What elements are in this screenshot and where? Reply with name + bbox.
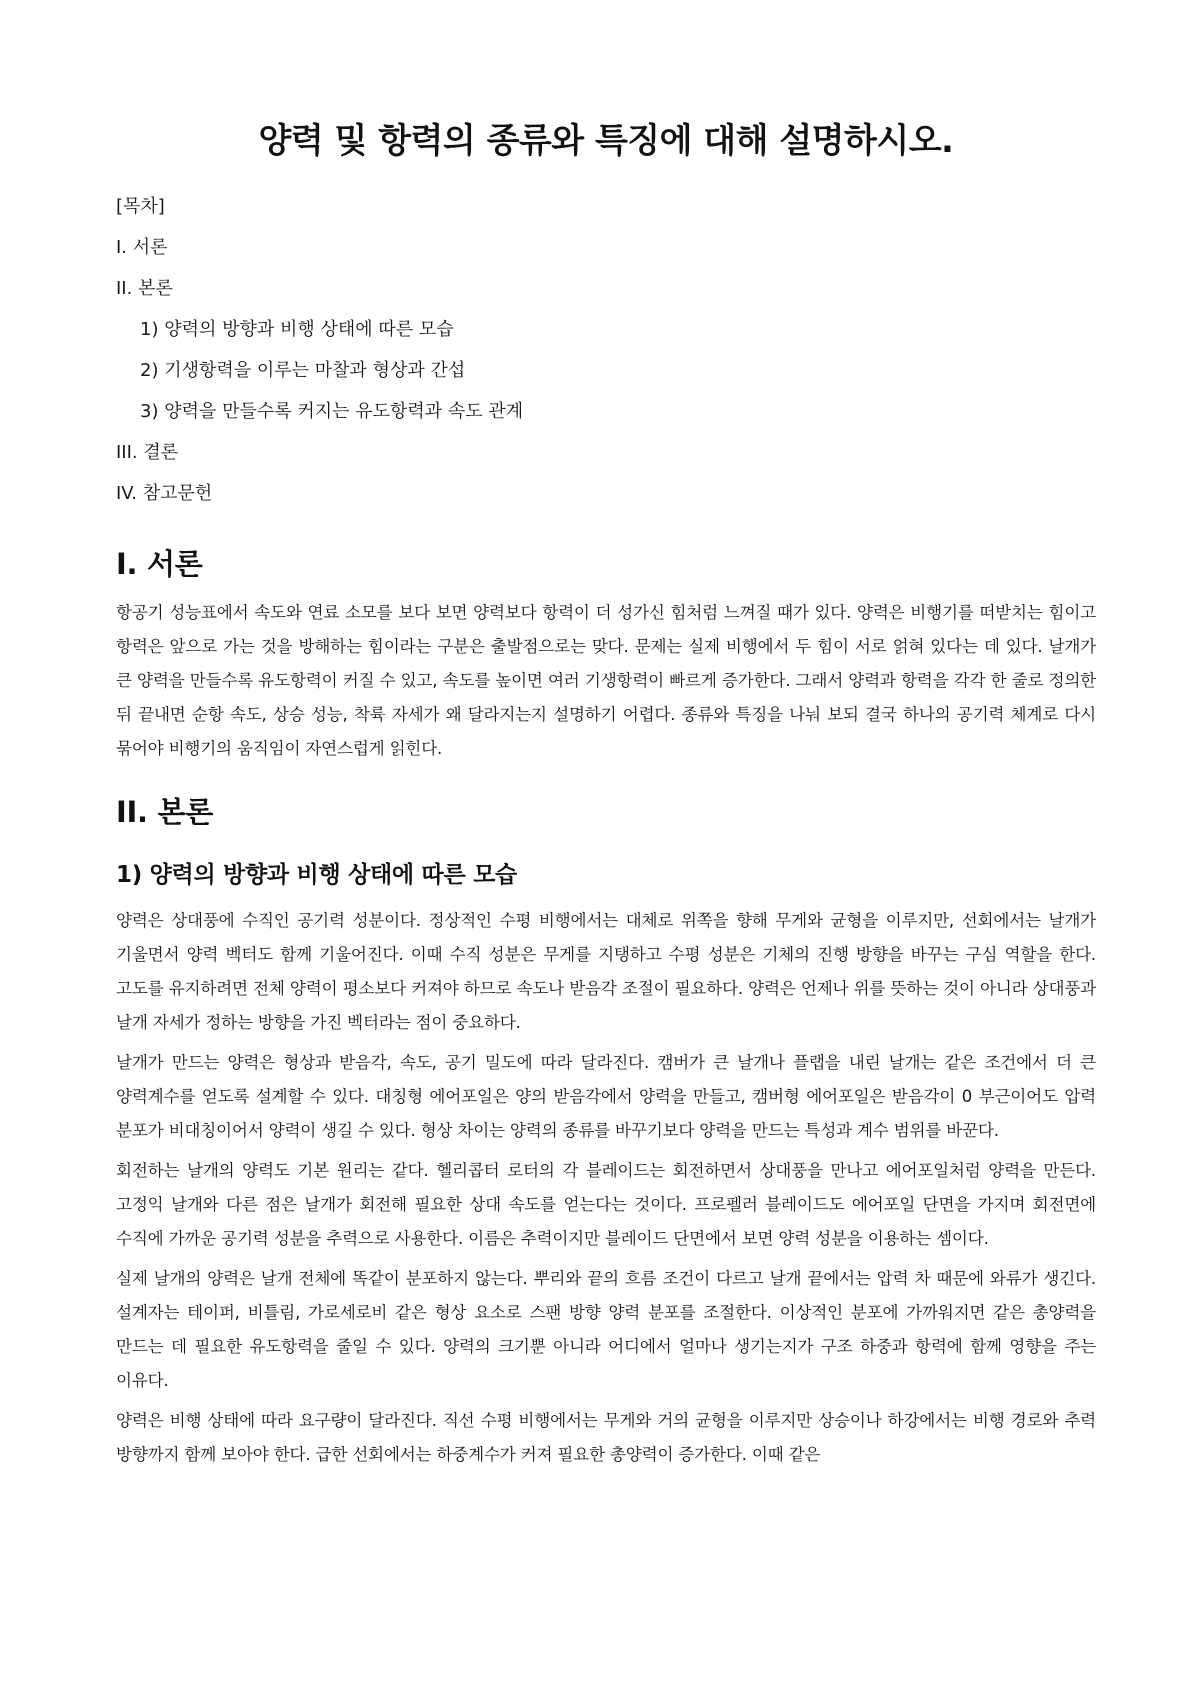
subsection-heading: 1) 양력의 방향과 비행 상태에 따른 모습 [116,862,517,888]
toc-subitem: 1) 양력의 방향과 비행 상태에 따른 모습 [140,319,454,340]
toc-label: [목차] [116,196,165,217]
paragraph: 항공기 성능표에서 속도와 연료 소모를 보다 보면 양력보다 항력이 더 성가신 힘처럼 느껴질 때가 있다. 양력은 비행기를 떠받치는 힘이고 항력은 앞으로 가는 것을 방해하는 힘이라는 구분은 출발점으로는 맞다. 문제는 실제 비행에서 두 힘이 서로 얽혀 있다는 데 있다. 날개가 큰 양력을 만들수록 유도항력이 커질 수 있고, 속도를 높이면 여러 기생항력이 빠르게 증가한다. 그래서 양력과 항력을 각각 한 줄로 정의한 뒤 끝내면 순항 속도, 상승 성능, 착륙 자세가 왜 달라지는지 설명하기 어렵다. 종류와 특징을 나눠 보되 결국 하나의 공기력 체계로 다시 묶어야 비행기의 움직임이 자연스럽게 읽힌다. [116,603,1096,758]
toc-item: IV. 참고문헌 [116,483,213,504]
paragraph: 양력은 비행 상태에 따라 요구량이 달라진다. 직선 수평 비행에서는 무게와 거의 균형을 이루지만 상승이나 하강에서는 비행 경로와 추력 방향까지 함께 보아야 한다. 급한 선회에서는 하중계수가 커져 필요한 총양력이 증가한다. 이때 같은 [116,1411,1096,1464]
paragraph: 실제 날개의 양력은 날개 전체에 똑같이 분포하지 않는다. 뿌리와 끝의 흐름 조건이 다르고 날개 끝에서는 압력 차 때문에 와류가 생긴다. 설계자는 테이퍼, 비틀림, 가로세로비 같은 형상 요소로 스팬 방향 양력 분포를 조절한다. 이상적인 분포에 가까워지면 같은 총양력을 만드는 데 필요한 유도항력을 줄일 수 있다. 양력의 크기뿐 아니라 어디에서 얼마나 생기는지가 구조 하중과 항력에 함께 영향을 주는 이유다. [116,1269,1096,1390]
section-heading: II. 본론 [116,795,213,829]
paragraph: 회전하는 날개의 양력도 기본 원리는 같다. 헬리콥터 로터의 각 블레이드는 회전하면서 상대풍을 만나고 에어포일처럼 양력을 만든다. 고정익 날개와 다른 점은 날개가 회전해 필요한 상대 속도를 얻는다는 것이다. 프로펠러 블레이드도 에어포일 단면을 가지며 회전면에 수직에 가까운 공기력 성분을 추력으로 사용한다. 이름은 추력이지만 블레이드 단면에서 보면 양력 성분을 이용하는 셈이다. [116,1161,1096,1248]
paragraph: 날개가 만드는 양력은 형상과 받음각, 속도, 공기 밀도에 따라 달라진다. 캠버가 큰 날개나 플랩을 내린 날개는 같은 조건에서 더 큰 양력계수를 얻도록 설계할 수 있다. 대칭형 에어포일은 양의 받음각에서 양력을 만들고, 캠버형 에어포일은 받음각이 0 부근이어도 압력 분포가 비대칭이어서 양력이 생길 수 있다. 형상 차이는 양력의 종류를 바꾸기보다 양력을 만드는 특성과 계수 범위를 바꾼다. [116,1053,1096,1140]
section-heading: I. 서론 [116,547,203,581]
toc-item: III. 결론 [116,442,179,463]
introduction-section [116,544,1096,766]
toc-item: I. 서론 [116,237,168,258]
body-section [116,792,1096,1472]
document-title: 양력 및 항력의 종류와 특징에 대해 설명하시오. [258,121,954,161]
toc-subitem: 3) 양력을 만들수록 커지는 유도항력과 속도 관계 [140,401,524,422]
paragraph: 양력은 상대풍에 수직인 공기력 성분이다. 정상적인 수평 비행에서는 대체로 위쪽을 향해 무게와 균형을 이루지만, 선회에서는 날개가 기울면서 양력 벡터도 함께 기울어진다. 이때 수직 성분은 무게를 지탱하고 수평 성분은 기체의 진행 방향을 바꾸는 구심 역할을 한다. 고도를 유지하려면 전체 양력이 평소보다 커져야 하므로 속도나 받음각 조절이 필요하다. 양력은 언제나 위를 뜻하는 것이 아니라 상대풍과 날개 자세가 정하는 방향을 가진 벡터라는 점이 중요하다. [116,911,1096,1032]
table-of-contents [116,186,1096,514]
toc-item: II. 본론 [116,278,173,299]
toc-subitem: 2) 기생항력을 이루는 마찰과 형상과 간섭 [140,360,466,381]
